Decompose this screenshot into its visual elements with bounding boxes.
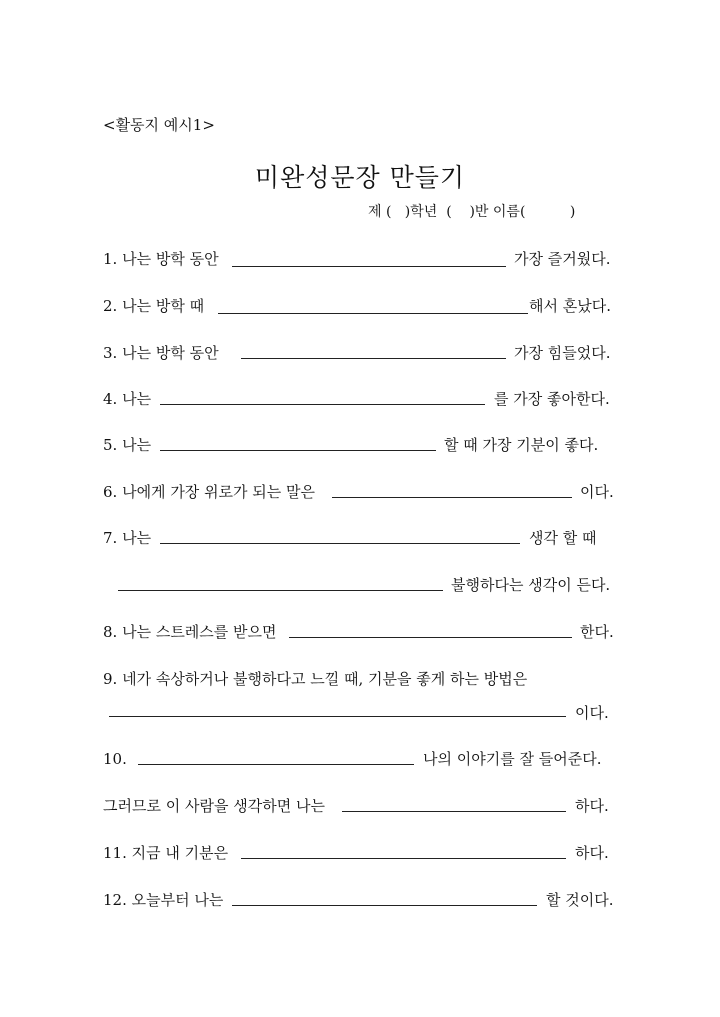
sentence-7-prefix: 7. 나는: [103, 529, 152, 547]
sentence-6-suffix: 이다.: [580, 483, 614, 501]
sentence-11-blank[interactable]: [241, 858, 566, 859]
sentence-8-prefix: 8. 나는 스트레스를 받으면: [103, 623, 277, 641]
sentence-2-prefix: 2. 나는 방학 때: [103, 297, 205, 315]
sentence-5-blank[interactable]: [160, 450, 436, 451]
sentence-8-blank[interactable]: [289, 637, 572, 638]
sentence-8-suffix: 한다.: [580, 623, 614, 641]
sentence-3-blank[interactable]: [241, 358, 506, 359]
sentence-9-blank[interactable]: [109, 716, 566, 717]
sentence-10-prefix: 10.: [103, 750, 127, 768]
sentence-5-prefix: 5. 나는: [103, 436, 152, 454]
sentence-11-suffix: 하다.: [575, 844, 609, 862]
sentence-12-suffix: 할 것이다.: [546, 891, 614, 909]
sentence-2-blank[interactable]: [218, 313, 528, 314]
sentence-4-prefix: 4. 나는: [103, 390, 152, 408]
class-name-line: 제 ( )학년 ( )반 이름( ): [368, 204, 576, 220]
sentence-7b-blank[interactable]: [118, 590, 443, 591]
sentence-3-prefix: 3. 나는 방학 동안: [103, 344, 219, 362]
sentence-1-prefix: 1. 나는 방학 동안: [103, 250, 219, 268]
sentence-4-blank[interactable]: [160, 404, 485, 405]
sentence-7-suffix: 생각 할 때: [529, 529, 597, 547]
sentence-7b-suffix: 불행하다는 생각이 든다.: [451, 576, 611, 594]
sentence-3-suffix: 가장 힘들었다.: [514, 344, 611, 362]
sentence-9-suffix: 이다.: [575, 704, 609, 722]
sentence-2-suffix: 해서 혼났다.: [529, 297, 611, 315]
sentence-12-prefix: 12. 오늘부터 나는: [103, 891, 224, 909]
sentence-12-blank[interactable]: [232, 905, 537, 906]
worksheet-title: 미완성문장 만들기: [254, 163, 466, 192]
sentence-6-blank[interactable]: [332, 497, 572, 498]
sentence-10b-prefix: 그러므로 이 사람을 생각하면 나는: [103, 797, 325, 815]
sentence-7-blank[interactable]: [160, 543, 520, 544]
sentence-1-suffix: 가장 즐거웠다.: [514, 250, 611, 268]
sentence-10-blank[interactable]: [138, 764, 414, 765]
sentence-10-suffix: 나의 이야기를 잘 들어준다.: [423, 750, 602, 768]
activity-label: <활동지 예시1>: [103, 116, 215, 134]
sentence-4-suffix: 를 가장 좋아한다.: [494, 390, 610, 408]
sentence-10b-suffix: 하다.: [575, 797, 609, 815]
sentence-5-suffix: 할 때 가장 기분이 좋다.: [444, 436, 599, 454]
sentence-1-blank[interactable]: [232, 266, 506, 267]
sentence-6-prefix: 6. 나에게 가장 위로가 되는 말은: [103, 483, 316, 501]
sentence-11-prefix: 11. 지금 내 기분은: [103, 844, 229, 862]
sentence-10b-blank[interactable]: [342, 811, 566, 812]
sentence-9-prefix: 9. 네가 속상하거나 불행하다고 느낄 때, 기분을 좋게 하는 방법은: [103, 670, 528, 688]
